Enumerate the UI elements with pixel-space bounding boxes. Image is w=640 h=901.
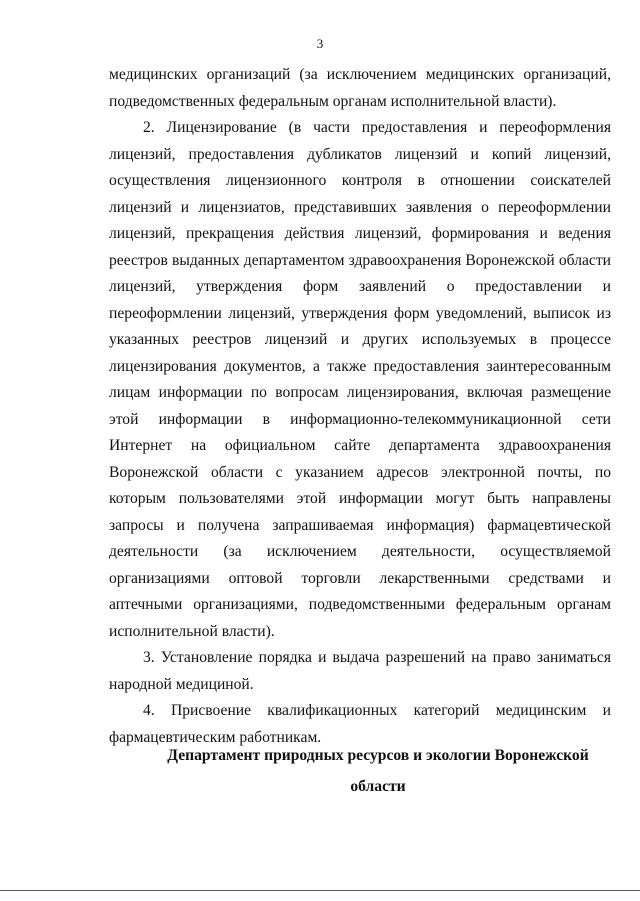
- section-heading: [160, 740, 596, 802]
- paragraph-continuation: медицинских организаций (за исключением медицинских организаций, подведомственных федеральным органам исполнительной власти).: [109, 66, 611, 110]
- paragraph-item-4: 4. Присвоение квалификационных категорий медицинским и фармацевтическим работникам.: [109, 702, 611, 746]
- document-body: [109, 62, 611, 751]
- section-heading-line-2: области: [350, 778, 406, 795]
- bottom-rule: [0, 890, 640, 891]
- page-number: 3: [316, 36, 324, 51]
- section-heading-line-1: Департамент природных ресурсов и экологии Воронежской: [167, 747, 589, 764]
- paragraph-item-2: 2. Лицензирование (в части предоставления и переоформления лицензий, предоставления дубликатов лицензий и копий лицензий, осуществления лицензионного контроля в отношении соискателей лицензий и лицензиатов, представивших заявления о переоформлении лицензий, прекращения действия лицензий, формирования и ведения реестров выданных департаментом здравоохранения Воронежской области лицензий, утверждения форм заявлений о предоставлении и переоформлении лицензий, утверждения форм уведомлений, выписок из указанных реестров лицензий и других используемых в процессе лицензирования документов, а также предоставления заинтересованным лицам информации по вопросам лицензирования, включая размещение этой информации в информационно-телекоммуникационной сети Интернет на официальном сайте департамента здравоохранения Воронежской области с указанием адресов электронной почты, по которым пользователями этой информации могут быть направлены запросы и получена запрашиваемая информация) фармацевтической деятельности (за исключением деятельности, осуществляемой организациями оптовой торговли лекарственными средствами и аптечными организациями, подведомственными федеральным органам исполнительной власти).: [109, 119, 611, 640]
- paragraph-item-3: 3. Установление порядка и выдача разрешений на право заниматься народной медициной.: [109, 649, 611, 693]
